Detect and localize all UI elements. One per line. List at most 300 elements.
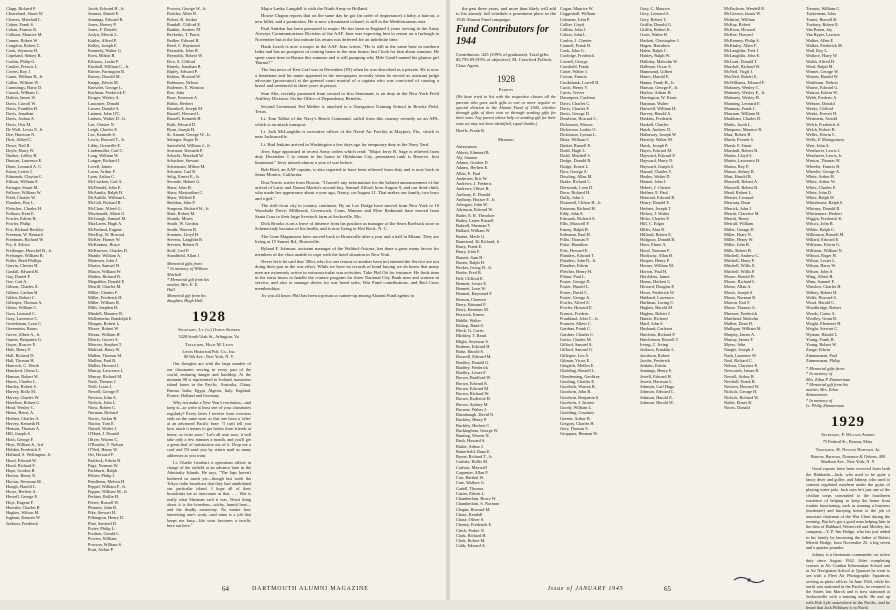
member-name: Cattell, Thomas bbox=[456, 485, 484, 491]
secretary-address-1929: 75 Federal St., Boston, Mass. bbox=[822, 439, 874, 445]
contributor-name: Duncan, Laurence E. bbox=[6, 158, 43, 164]
contributor-name: Cullen, William W. bbox=[6, 79, 40, 85]
member-name: Goulding, Courtney bbox=[560, 410, 595, 416]
member-name: Goodwin, Benjamin S. bbox=[560, 394, 600, 400]
contributor-name: Norton, Tom E. bbox=[88, 420, 115, 426]
paragraph: Bob Reid, an AAF captain, is also reported to have been relieved from duty and is now back in Santa Monica, California. bbox=[255, 166, 439, 178]
paragraph: Why not make a New Year's resolution—and keep it—to write at least one of your classmates regularly? Every letter I receive from overseas ends on the same note: as this one from a 'offer' at an advanced Pacific base: "I can't tell you how much it means to get letters from friends at home, so write soon." Let's all start now; it will take only a few minutes a month, and you'll get a great deal of satisfaction out of it. Drop me a card and I'll send you by return mail as many addresses as you want. bbox=[167, 400, 251, 458]
member-name: Newhall, Frank B. bbox=[724, 378, 756, 384]
member-name: Cotter, Walter J. bbox=[560, 69, 588, 74]
contributor-name: Harvey, Rollo M. bbox=[6, 389, 37, 395]
contributor-name: Nuttall, Walter J. bbox=[88, 426, 118, 431]
member-name: Mills, Robert R. bbox=[724, 247, 752, 253]
member-name: Conlon, J. Chester bbox=[560, 37, 592, 43]
member-name: Wing, Albert H. bbox=[806, 273, 834, 279]
member-name: Carr, Bartlett W. bbox=[456, 475, 485, 481]
member-name: MacNeil, Robert E. bbox=[724, 74, 758, 80]
contributor-name: Pepper, William M., Jr. bbox=[88, 489, 128, 494]
left-col4-prose bbox=[255, 6, 439, 584]
contributor-name: Mullins, Paul R. bbox=[88, 357, 117, 363]
member-name: Cate, Wallace G. bbox=[456, 480, 485, 486]
page-number-left: 64 bbox=[222, 585, 229, 593]
member-name: Hayward, Edward P. bbox=[640, 153, 676, 158]
member-name: Andrews, Oliver R. bbox=[456, 186, 490, 192]
paragraph: Jerry Sage appointed in recent Army orders which read: "Major Jerry B. Sage is relieved from duty December 1 to return to his home in Oklahoma City, permanent rank is Reserve, first lieutenant." Jerry missed almost a year of war before. bbox=[255, 148, 439, 165]
member-name: Mead, Robert L. bbox=[724, 189, 753, 195]
member-name: Hartwell, William H. bbox=[640, 105, 677, 111]
contributor-name: Norris, Arthur H. bbox=[88, 415, 118, 421]
page-number-right: 65 bbox=[664, 585, 671, 593]
member-name: Wheeler, Francis H. bbox=[806, 163, 841, 169]
paragraph: Lt. Tom Talbot of the Navy's Beach Command, sailed from this country recently on an APA, which is an attack transport. bbox=[255, 116, 439, 127]
contributor-name: Larsen, Donald A. bbox=[88, 105, 120, 111]
contributor-name: Field, Charles W. bbox=[6, 195, 36, 200]
contributor-name: Copeland, Sidney B. bbox=[6, 53, 42, 59]
member-name: Barber, Merle G. bbox=[456, 233, 486, 239]
member-name: Hutchins, Richard P. bbox=[640, 331, 676, 337]
member-name: Walker, Frederick M. bbox=[806, 42, 843, 48]
member-name: Dickerson, Luther O. bbox=[560, 126, 597, 132]
member-name: Bakeell, Sherman T. bbox=[456, 223, 491, 229]
member-name: Waters, Edward G. bbox=[806, 84, 839, 90]
member-name: Frankland, John C., Jr. bbox=[560, 315, 599, 321]
member-name: Maxwell, Robert B. bbox=[724, 184, 759, 190]
contributor-name: Reckefus, T. Parris bbox=[167, 32, 200, 38]
contributor-name: Jenness, Daniel E. bbox=[88, 11, 120, 17]
contributor-name: Jacob, Edward H., Jr. bbox=[88, 6, 125, 11]
member-name: Goodrich, Warren B. bbox=[560, 384, 596, 389]
member-name: Gooding, Charles E. bbox=[560, 378, 596, 384]
member-name: Howard, Douglas P. bbox=[640, 284, 675, 290]
member-name: Martin, Roy P. bbox=[724, 163, 750, 169]
member-name: Marsh, F. Stuart bbox=[724, 142, 752, 148]
contributor-name: Miller, William H. bbox=[88, 300, 120, 305]
contributor-name: Hood, Edward W. bbox=[6, 457, 37, 463]
contributor-name: Selig, Ernest E., Jr. bbox=[167, 174, 200, 179]
contributor-name: Fellows, William W. bbox=[6, 189, 42, 195]
member-name: Dickinson, Lyman L. bbox=[560, 132, 597, 137]
member-name: Mahoney, Wesley E., Jr. bbox=[724, 90, 766, 95]
contributor-name: Nims, Robert C. bbox=[88, 405, 117, 410]
paragraph: The Gene Magnusons have moved back to Bronxville after a year and a half in Miami. They are living at 15 Sunset Rd., Bronxville. bbox=[255, 233, 439, 245]
member-name: Healey, Walter D. bbox=[640, 174, 671, 179]
member-name: Weeks, Everett H. bbox=[806, 111, 838, 116]
member-name: Jennings, Henry E. bbox=[640, 368, 673, 374]
paragraph: Our thoughts are with the large number of our classmates serving in every part of the world, enduring danger and hardship. At the moment 98 is represented in Iceland, numerous island bases in the Pacific, Australia, China, Burma, India, Egypt, Algeria, Italy, England, France, Holland and Germany. bbox=[167, 361, 251, 398]
contributor-name: Cohan, Francis R. bbox=[6, 27, 38, 32]
contributor-name: Rubin, Herbert bbox=[167, 100, 193, 106]
memorial-line: Mrs. Edna P. Zimmerman bbox=[806, 376, 851, 382]
contributor-name: Rodemer, E. Winston bbox=[167, 84, 204, 90]
member-name: Arbogast, John W. bbox=[456, 202, 488, 208]
contributor-name: Schiesman, Milton M. bbox=[167, 163, 206, 169]
member-name: Mahoney, Wesley H. bbox=[724, 95, 760, 101]
member-name: Coolidge, Frederick bbox=[560, 53, 595, 59]
contributor-name: Knapp, Edwin M. bbox=[88, 79, 119, 85]
member-name: Emery, Ralph H. bbox=[560, 226, 589, 232]
contributor-name: Kelley, Joseph F. bbox=[88, 42, 118, 48]
member-name: Beswick, Ernest bbox=[456, 312, 484, 318]
member-name: Bodmer, Edward H. bbox=[456, 343, 491, 349]
member-name: Hooper, Henry P. bbox=[640, 258, 670, 263]
contributor-name: Hoitt, George F. bbox=[6, 436, 34, 442]
member-name: Mullen, Dean H. bbox=[724, 321, 753, 326]
member-name: Dickinson, Watson bbox=[560, 121, 593, 127]
member-name: Grey, Robert T. bbox=[640, 16, 667, 22]
contributor-name: Oliver, Warren C. bbox=[88, 436, 119, 442]
contributor-name: Hervey, Kenneth H. bbox=[6, 420, 41, 426]
member-name: Drake, Richard C. bbox=[560, 179, 592, 185]
contributor-name: Neill, Louis J. bbox=[88, 384, 113, 389]
paragraph: Paul Amidon has been promoted to major. He has been in England 3 years serving in the Army Airways Communications Division of the AAF. Jane was expecting him to return on a furlough in November but at the last minute his return was deferred for an indefinite time. bbox=[255, 26, 439, 42]
paragraph: the past three years, and more than likely will add to his already full schedule a prominent place in the 1945 Alumni Fund campaign. bbox=[456, 6, 556, 22]
contributor-name: Dunn, Leonard A. C. bbox=[6, 163, 43, 169]
contributor-name: Kennedy, Walter G. bbox=[88, 48, 122, 53]
contributor-name: Coben, Frank S. bbox=[6, 21, 34, 27]
member-name: Wood, Harold C. bbox=[806, 300, 836, 305]
contributor-name: De Wolf, Lewis P., Jr. bbox=[6, 126, 44, 132]
contributor-name: Newton, John A. bbox=[88, 394, 117, 400]
member-name: Webb, Frederic A. bbox=[806, 95, 838, 101]
paragraph: The last news of Ken Graf was in December (93) when he was described as a private. He is now a lieutenant and his name appeared in the newspapers recently when he served as assistant judge advocate (prosecutor) at the general court martial of a captain who was convicted of causing a brawl and sentenced to three years in prison. bbox=[255, 67, 439, 89]
member-name: Mahoney, Wesley C. bbox=[724, 84, 760, 90]
member-name: Foster, David C. bbox=[560, 289, 589, 295]
member-name: Hallman, Oscar A. bbox=[640, 63, 672, 69]
member-name: Willard, Edward E. bbox=[806, 237, 840, 242]
paragraph: Lt. Bud Jenkins arrived in Washington a few days ago for temporary duty at the Navy Yard. bbox=[261, 141, 430, 147]
paragraph: Lt. Jack McLaughlin is executive officer of the Naval Air Facility at Mayport, Fla., which is near Jacksonville. bbox=[255, 128, 439, 140]
member-name: Grey, Leonard A. bbox=[640, 11, 670, 17]
parent-name: Hoefle, Frank B. bbox=[456, 127, 485, 133]
contributor-name: Latimer, John O'C. bbox=[88, 111, 121, 116]
member-name: Nash, Laurence W. bbox=[724, 352, 757, 358]
contributor-name: Russell, Howard L. bbox=[167, 111, 201, 116]
contributor-name: Murray, Richard M. bbox=[88, 373, 123, 379]
member-name: Cruikshank, Lowell B. bbox=[560, 79, 600, 85]
member-name: Brown, Richard W. bbox=[456, 391, 490, 397]
contributor-name: Rintels, Jonathan B. bbox=[167, 63, 202, 69]
paragraph: The shift from city to country continues. By air Los Dodge have moved from New York to 10 Woodside Drive, Millbrook, Greenwich, Conn. Munroe and Elise Redmond have moved from Santa Cruz to their large livestock farm at Sacksville, Mo. bbox=[255, 203, 439, 219]
member-name: Wiggin, Frederick K. bbox=[806, 216, 843, 221]
member-name: Butterfield, Dana E. bbox=[456, 448, 491, 454]
member-name: Morton, Earl F. bbox=[724, 300, 751, 305]
contributor-name: Horton, Henry N. bbox=[6, 473, 37, 479]
memorial-line: * In memory of bbox=[806, 371, 833, 377]
member-name: Myers, John bbox=[724, 342, 746, 347]
member-name: West, John A. bbox=[806, 142, 830, 148]
contributor-name: Shaw, Maximilian C. bbox=[167, 189, 204, 195]
member-name: Cornfield, Frank bbox=[560, 63, 589, 69]
member-name: Flanders, Edward T. bbox=[560, 252, 595, 258]
member-name: Bailey, Lester Russell bbox=[456, 217, 494, 223]
member-name: Huffman, Loring C. bbox=[640, 300, 675, 305]
member-name: Hathaway, Joseph W. bbox=[640, 132, 677, 137]
member-name: Hammond, Gilbert bbox=[640, 69, 673, 74]
contributor-name: Hall, Richard D. bbox=[6, 352, 35, 358]
contributor-name: McKennon, Bruce bbox=[88, 242, 120, 248]
contributor-name: Shaw, Wilfred E. bbox=[167, 195, 197, 200]
contributor-name: Mills, Stephen H. bbox=[88, 305, 119, 311]
member-name: Connell, Frank H. bbox=[560, 42, 592, 48]
treasurer-address-line1: Lewis Historical Pub. Co., Inc. bbox=[182, 348, 236, 354]
member-name: McLaughlin, John E. bbox=[724, 53, 761, 59]
member-name: White, Arthur W. bbox=[806, 179, 836, 185]
member-name: Allen, E. Paul bbox=[456, 170, 481, 176]
member-name: McIntire, William bbox=[724, 16, 756, 22]
memorial-line: * Memorial gift from his bbox=[806, 381, 849, 387]
memorial-line: * In memory of bbox=[806, 397, 833, 403]
contributor-name: Kinner, Farrington B. bbox=[88, 69, 126, 74]
member-name: Edwards, Richard A. bbox=[560, 216, 596, 221]
contributor-name: Redlee, Edward B. bbox=[167, 37, 200, 43]
paragraph: As you all know Phil has been top man or runner-up among Alumni Fund agents in bbox=[261, 293, 414, 299]
left-col2-names bbox=[88, 6, 164, 584]
member-name: Westhaver, Lewis J. bbox=[806, 147, 841, 153]
memorial-line: Memorial gifts from: bbox=[167, 261, 203, 266]
member-name: Horner, William M. bbox=[640, 263, 674, 269]
memorial-line: Memorial gift from his bbox=[167, 292, 206, 298]
member-name: Winslow, Charles H. bbox=[806, 284, 842, 290]
contributor-name: Glenn, William C. bbox=[6, 305, 38, 311]
member-name: Hutchinson, Russell T. bbox=[640, 336, 679, 342]
running-head-left: DARTMOUTH ALUMNI MAGAZINE bbox=[252, 586, 369, 592]
paragraph: Hank Leach is now a major in the AAF. Jean writes, "He is still at the same base in northern India and has no prospects of coming home in the near future, but I look for him about summer. He spent some time in Burma this summer and is still pumping why Mile Caniff named his glamor girl 'Burma'!" bbox=[255, 44, 439, 66]
member-name: Hoitt, Elmer A. bbox=[640, 242, 667, 248]
contributor-name: Greenbaum, Leon C. bbox=[6, 321, 43, 326]
member-name: Turner, Russell B. bbox=[806, 16, 838, 22]
contributor-name: Merrill, Charles M. bbox=[88, 284, 122, 290]
member-name: Hazard, Charles T. bbox=[640, 168, 673, 174]
contributor-name: Rice, S. Clifford bbox=[167, 58, 196, 64]
contributor-name: Schuster, Carl R. bbox=[167, 168, 197, 174]
contributor-name: Greenstein, Bruno bbox=[6, 326, 38, 332]
member-name: Beebe, Fred B. bbox=[456, 270, 482, 276]
member-name: White, John D. bbox=[806, 189, 833, 195]
member-name: Bader, E. R. Theodore bbox=[456, 212, 495, 218]
member-name: Francis, Frederic bbox=[560, 310, 590, 316]
member-name: Aly, Stanton bbox=[456, 154, 478, 160]
contributor-name: Congdon, Robert C. bbox=[6, 42, 41, 48]
member-name: Miller, Harry N. bbox=[724, 231, 752, 237]
member-name: Dowling, Allan M. bbox=[560, 174, 593, 179]
member-name: Moore, Richard L. bbox=[724, 279, 756, 284]
contributor-name: Davis, Otis M. bbox=[6, 121, 32, 127]
contributor-name: Jones, F. Donald bbox=[88, 27, 117, 32]
paragraph: Good reports have been received from both the Hubbards—Jack, who used to be quite a fancy diver and golfer, and Johnny, who used to commit regulated mayhem under the guise of playing water polo. Jack says he's just one of the civilian corps committed to the fourthteen existence of helping to keep the home front routine functioning, such as running a business (moderate) and hurrying home to the job of associate chairman of the War Chest during the evening. But he's got a good man helping him in the firm of Hubbard, Westervelt and Mottley, his company—Y. P. Jim Hodge, who has just added to his family by becoming the father of Robert Merritt Hodge, born November 25, a big seven and a quarter pounder. bbox=[806, 466, 890, 550]
contributor-name: Leigh, Charles E. bbox=[88, 126, 119, 132]
member-name: Morse, Thomas A. bbox=[724, 305, 756, 311]
member-name: Watson, Edwin W. bbox=[806, 90, 838, 95]
member-name: Cornell, George bbox=[560, 58, 588, 64]
contributor-name: Davis, Franklin H. bbox=[6, 105, 38, 111]
member-name: Hubbard, Lawrence bbox=[640, 294, 675, 300]
member-name: Hilliard, Robert E. bbox=[640, 231, 672, 237]
contributor-name: O'Hara, J. Donald bbox=[88, 431, 119, 437]
member-name: Heffner, E. Paul bbox=[640, 189, 668, 195]
paragraph: Johnny is a lieutenant commander, on active duty since August 1942. After completing courses at Air Combat Information School and at Air Navigation School at Quonset he went to sea with a Fleet Air Photographic Squadron, serving as photo officer. In June 1944, while his outfit was stationed in the Pacific, he returned to the States last March and is now stationed at Jacksonville with a training outfit. He met up with Bob Lyle somewhere in the Pacific, and he heard that Jack Pillsbury is in North bbox=[806, 552, 890, 610]
member-name: Hill, C. Edgar bbox=[640, 221, 665, 227]
member-name: Curtis, Henry V. bbox=[560, 84, 589, 90]
member-name: Young, Frank H. bbox=[806, 336, 835, 342]
memorial-line: daughter, Hugh Hall. bbox=[167, 297, 204, 303]
contributor-name: Lashaw, Walter D., Jr. bbox=[88, 116, 126, 122]
contributor-name: Gee, Carl A. bbox=[6, 279, 28, 284]
contributor-name: Macdonald, Albert G. bbox=[88, 210, 126, 216]
member-name: Hunter, Richard bbox=[640, 315, 668, 321]
member-name: Atkinson, Edward W. bbox=[456, 207, 493, 213]
contributor-name: Mullin, Howard J. bbox=[88, 363, 120, 368]
member-name: Noble, Elmer R. bbox=[724, 399, 753, 405]
member-name: Groppuer, Herman W. bbox=[560, 431, 599, 437]
member-name: Dodd, Hugh L. bbox=[560, 147, 587, 153]
member-name: Chase, Oliver S. bbox=[456, 517, 485, 523]
member-name: Hanley, Ralph W. bbox=[640, 53, 671, 59]
fund-class-year: 1928 bbox=[497, 74, 515, 85]
member-name: Walsh, Alfred H. bbox=[806, 58, 836, 64]
member-name: Merriam, Dean bbox=[724, 200, 751, 206]
paragraph: Lt. Charlie Gearhart is operations officer in charge of the airfield at an advance base in the Admiralty Islands. He says, "The Japs haven't bothered us much yet—though last week the Tokyo radio broadcast that they had annihilated our particular island. I hope all of their broadcasts are as inaccurate as that. . . . War is really what Sherman said it was. Worst thing about it is the boredom—sticky, humid heat—and the deadly monotony. No matter how interesting one's work—and mine is a job that keeps me busy—life soon becomes a terrific bore out here." bbox=[167, 459, 251, 528]
member-name: Wilcox, John R. bbox=[806, 221, 834, 227]
member-name: Colton, John L. bbox=[560, 32, 587, 38]
contributor-name: Lindemuller, Carl C. bbox=[88, 147, 124, 153]
member-name: Drewniak, Leon D. bbox=[560, 184, 594, 190]
right-col1 bbox=[456, 6, 556, 584]
contributor-name: Poulton, Gerald L. bbox=[88, 531, 120, 536]
member-name: Mitchell, Andrew C. bbox=[724, 252, 760, 258]
member-name: Barry, John F. bbox=[456, 249, 480, 255]
member-name: Woolley, Grant B. bbox=[806, 315, 838, 321]
member-name: Becker, Irving H., Jr. bbox=[456, 265, 492, 271]
contributor-name: Pulver, B. Jordan bbox=[167, 16, 197, 22]
contributor-name: Cook, Seymour H. bbox=[6, 48, 39, 53]
member-name: Barnstead, Kt Richard, Jr. bbox=[456, 238, 501, 244]
paragraph: Major Lanky Langdell is with the Ninth Army in Holland. bbox=[261, 6, 368, 11]
contributor-name: Howell, George E. bbox=[6, 494, 39, 500]
fund-contributors-summary: Contributors: 425 (199% of graduates). Total gifts: $3,795.09 (93% of objective). M. Crawford Pollock, Class Agent. bbox=[456, 52, 553, 68]
member-name: Wright, Ebenezer H. bbox=[806, 321, 842, 326]
member-name: Hanson, George F., Jr. bbox=[640, 84, 679, 90]
contributor-name: Mason, William W. bbox=[88, 268, 122, 274]
contributor-name: Colburn, Maurice M. bbox=[6, 32, 43, 38]
contributor-name: Provost, George W., Jr. bbox=[167, 6, 207, 11]
contributor-name: Fleischer, Charles H. bbox=[6, 205, 43, 211]
member-name: Davenport, Carleton bbox=[560, 95, 596, 101]
contributor-name: Morgan, Robert L. bbox=[88, 321, 121, 326]
member-name: Hotchkiss, James bbox=[640, 273, 670, 279]
member-name: Merritt, Henry bbox=[724, 216, 750, 221]
member-name: Wall, Roy L. bbox=[806, 48, 829, 53]
contributor-name: Fowler, Philip bbox=[6, 221, 31, 227]
member-name: Bell, Clifford E. bbox=[456, 275, 484, 281]
member-name: Anthony, E. Donald bbox=[456, 191, 491, 197]
member-name: Muirhead, Malcolm bbox=[724, 315, 759, 321]
member-name: Hughes, Harold M. bbox=[640, 305, 674, 311]
member-name: Bush, Howard S. bbox=[456, 438, 486, 444]
memorial-line: Lt. Philip Zimmerman bbox=[806, 402, 845, 408]
contributor-name: McKee, Homer W. bbox=[88, 237, 121, 242]
contributor-name: Covert, Roy J. bbox=[6, 69, 31, 74]
memorial-line: * Memorial gifts from: bbox=[806, 366, 846, 371]
member-name: Van Buren, Jay bbox=[806, 27, 833, 32]
contributor-name: Parkhurst, Ralph bbox=[88, 468, 117, 473]
member-name: Andersen, Eric W. bbox=[456, 175, 488, 181]
member-name: Welch, Frederick A. bbox=[806, 121, 841, 127]
member-name: Griffin, Donald G. bbox=[640, 21, 672, 27]
member-name: Brumbaugh, David N. bbox=[456, 412, 495, 418]
member-name: White, Ralph W. bbox=[806, 195, 835, 200]
contributor-name: Libby, Granville E. bbox=[88, 142, 122, 148]
contributor-name: Newell, George P. bbox=[88, 389, 120, 395]
contributor-name: Ingham, Kennett W. bbox=[6, 515, 41, 521]
member-name: Zimmerman, Paul bbox=[806, 352, 838, 358]
contributor-name: Russell, Kenneth H. bbox=[167, 116, 202, 122]
contributor-name: Lewis, Howard T., Jr. bbox=[88, 137, 125, 143]
member-name: Andrews, J. Frederic bbox=[456, 181, 492, 187]
contributor-name: Greve, Albert A., Jr. bbox=[6, 331, 41, 337]
member-name: Chick, Parker N. bbox=[456, 527, 485, 533]
contributor-name: Flanders, Roy L. bbox=[6, 200, 35, 206]
member-name: Gladding, Russell L. bbox=[560, 368, 596, 374]
contributor-name: McAnulty, Ralph H. bbox=[88, 189, 124, 195]
member-name: Brown, Sydney M. bbox=[456, 401, 489, 407]
member-name: Collins, John J. bbox=[560, 27, 587, 32]
member-name: Hebert, J. Chester bbox=[640, 184, 671, 190]
member-name: Flanders, Edwin bbox=[560, 263, 589, 269]
member-name: Buckley, Herbert C. bbox=[456, 422, 491, 428]
contributor-name: Cleaves, Marshall L. bbox=[6, 16, 42, 22]
contributor-name: Mindell, Maurice B. bbox=[88, 310, 124, 316]
member-name: Abbott, Edmund B. bbox=[456, 149, 490, 155]
member-name: Wilson, John A. bbox=[806, 268, 834, 274]
contributor-name: Reynolds, John H. bbox=[167, 48, 199, 53]
contributor-name: Long, William W. bbox=[88, 153, 119, 158]
contributor-name: Conner, Robert W. bbox=[6, 37, 39, 43]
member-name: Carlson, Maxwell bbox=[456, 464, 487, 470]
contributor-name: Scarmon, Kenneth P. bbox=[167, 147, 204, 153]
contributor-name: Pike, Stewart H. bbox=[88, 510, 117, 515]
member-name: Murphy, James A. bbox=[724, 331, 756, 337]
member-name: Hawk, Joseph P. bbox=[640, 142, 669, 148]
right-col2-names bbox=[560, 6, 636, 584]
member-name: Van Ryper, Lawson bbox=[806, 32, 840, 38]
member-name: Ward, Ralph M. bbox=[806, 63, 834, 69]
contributor-name: Jennings, Edward R. bbox=[88, 16, 124, 22]
member-name: Hatch, Andrew D. bbox=[640, 126, 672, 132]
contributor-name: Lee, Chester N. bbox=[88, 121, 115, 127]
contributor-name: Hanson, Robert W. bbox=[6, 373, 39, 379]
member-name: Harlow, Adrian H. bbox=[640, 90, 672, 95]
contributor-name: Lynn, Arthur C. bbox=[88, 174, 116, 179]
member-name: Johnson, Carl Hugo bbox=[640, 384, 675, 389]
member-name: Walker, Allen F. bbox=[806, 37, 834, 43]
member-name: Bradley, Frederick bbox=[456, 364, 488, 370]
contributor-name: Martin, Samuel H. bbox=[88, 263, 120, 269]
contributor-name: Smith, Warren B. bbox=[167, 226, 197, 232]
contributor-name: Goss, Leonard C. bbox=[6, 310, 37, 316]
member-name: Berry, Emmons M. bbox=[456, 307, 489, 313]
secretary-address: 3328 South Utah St., Arlington, Va. bbox=[178, 334, 240, 340]
member-name: Fletcher, Henry H. bbox=[560, 268, 593, 274]
member-name: Hodgson, Donald R. bbox=[640, 237, 676, 242]
member-name: Metcalf, William bbox=[724, 221, 754, 227]
memorial-line: Zimmerman. bbox=[806, 392, 828, 398]
member-name: Dodge, Ernest L. bbox=[560, 163, 590, 169]
member-name: Cazier, Edwin L. bbox=[456, 490, 486, 496]
member-name: Weston, Thomas W. bbox=[806, 158, 841, 164]
class-notes-1928-end bbox=[456, 6, 556, 22]
member-name: Halliday, Malcolm W. bbox=[640, 58, 678, 64]
member-name: Eastman, Richard H. bbox=[560, 205, 596, 211]
